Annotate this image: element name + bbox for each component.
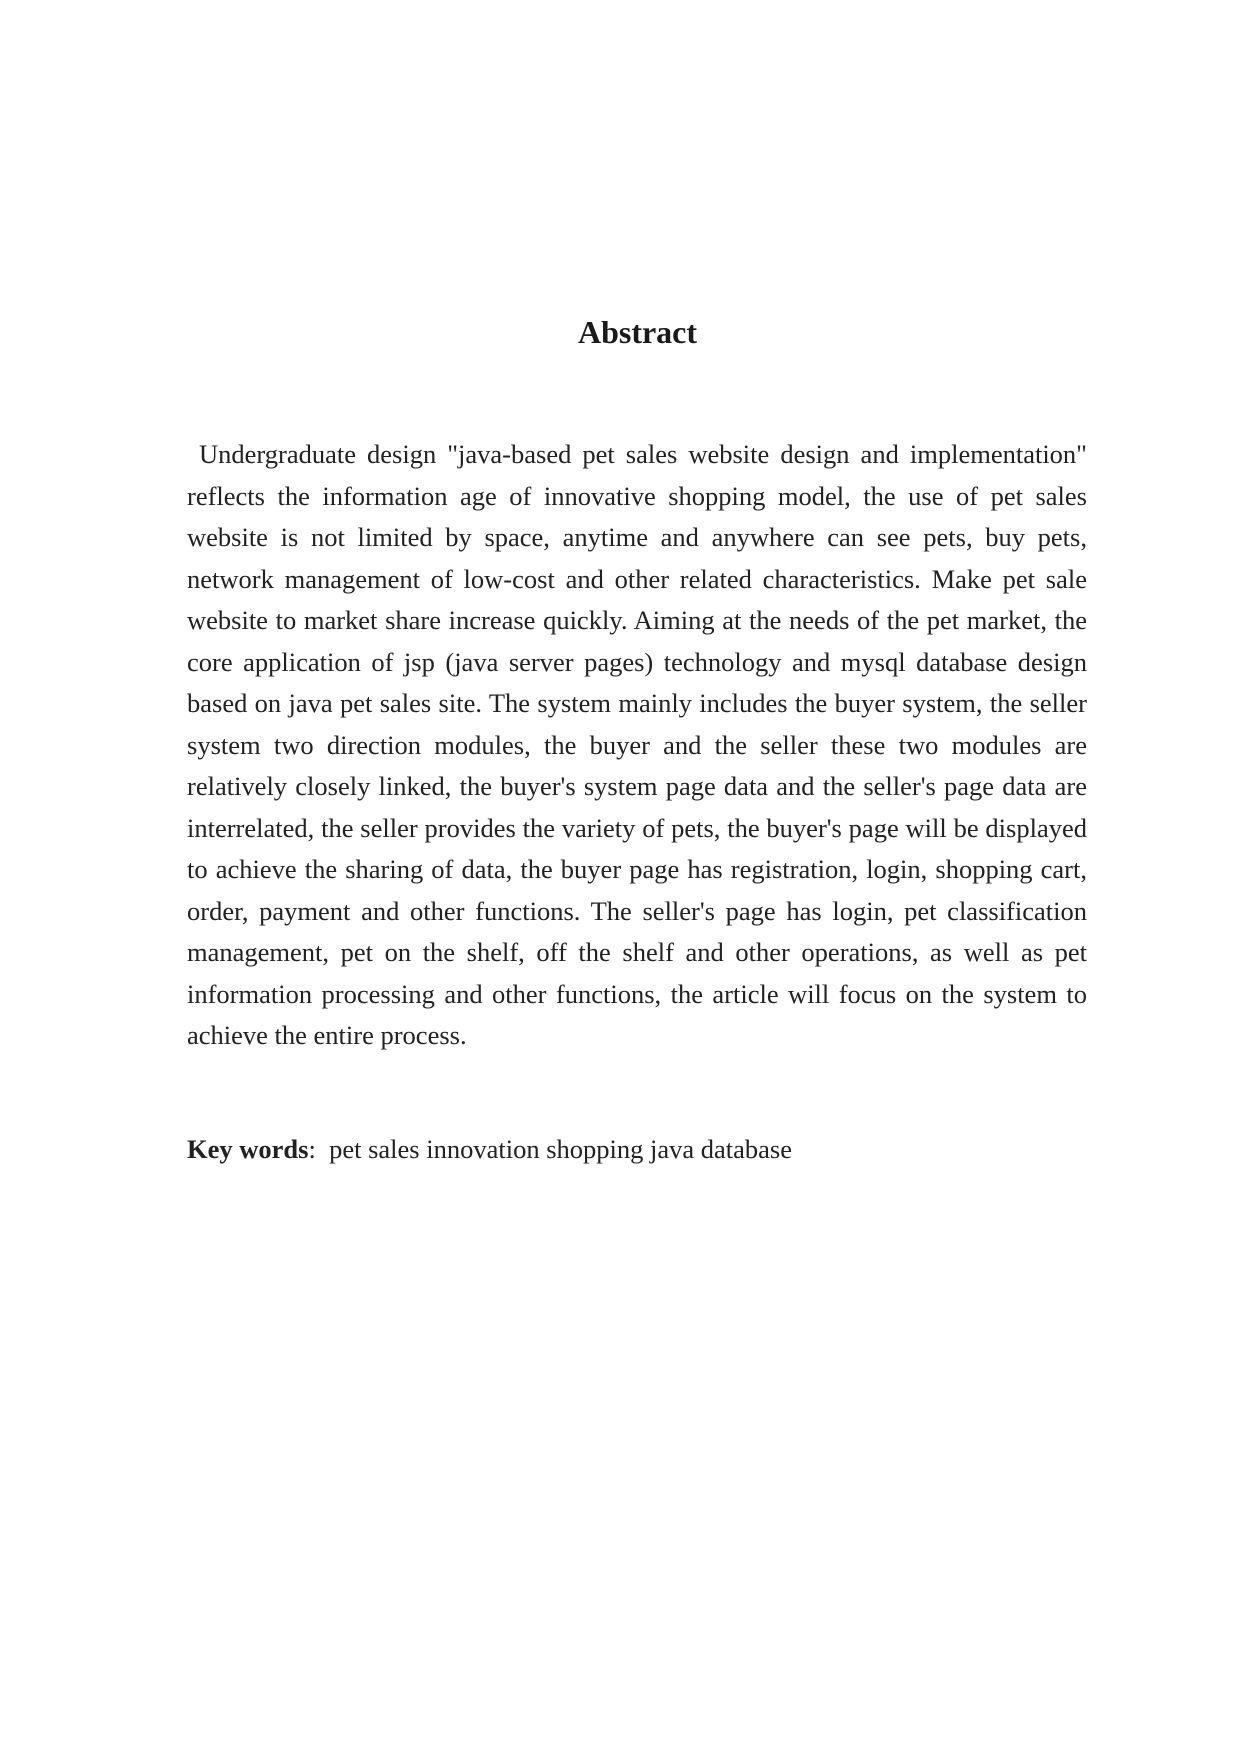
abstract-body-text: Undergraduate design "java-based pet sales website design and implementation" reflects the information age of innovative shopping model, the use of pet sales website is not limited by space, anytime and anywhere can see pets, buy pets, network management of low-cost and other related characteristics. Make pet sale website to market share increase quickly. Aiming at the needs of the pet market, the core application of jsp (java server pages) technology and mysql database design based on java pet sales site. The system mainly includes the buyer system, the seller system two direction modules, the buyer and the seller these two modules are relatively closely linked, the buyer's system page data and the seller's page data are interrelated, the seller provides the variety of pets, the buyer's page will be displayed to achieve the sharing of data, the buyer page has registration, login, shopping cart, order, payment and other functions. The seller's page has login, pet classification management, pet on the shelf, off the shelf and other operations, as well as pet information processing and other functions, the article will focus on the system to achieve the entire process. (187, 439, 1087, 1050)
keywords-line (187, 1129, 1087, 1171)
page-title: Abstract (577, 314, 698, 350)
keywords-label: Key words (187, 1134, 309, 1164)
keywords-value: pet sales innovation shopping java database (329, 1134, 792, 1164)
keywords-separator: : (308, 1134, 316, 1164)
